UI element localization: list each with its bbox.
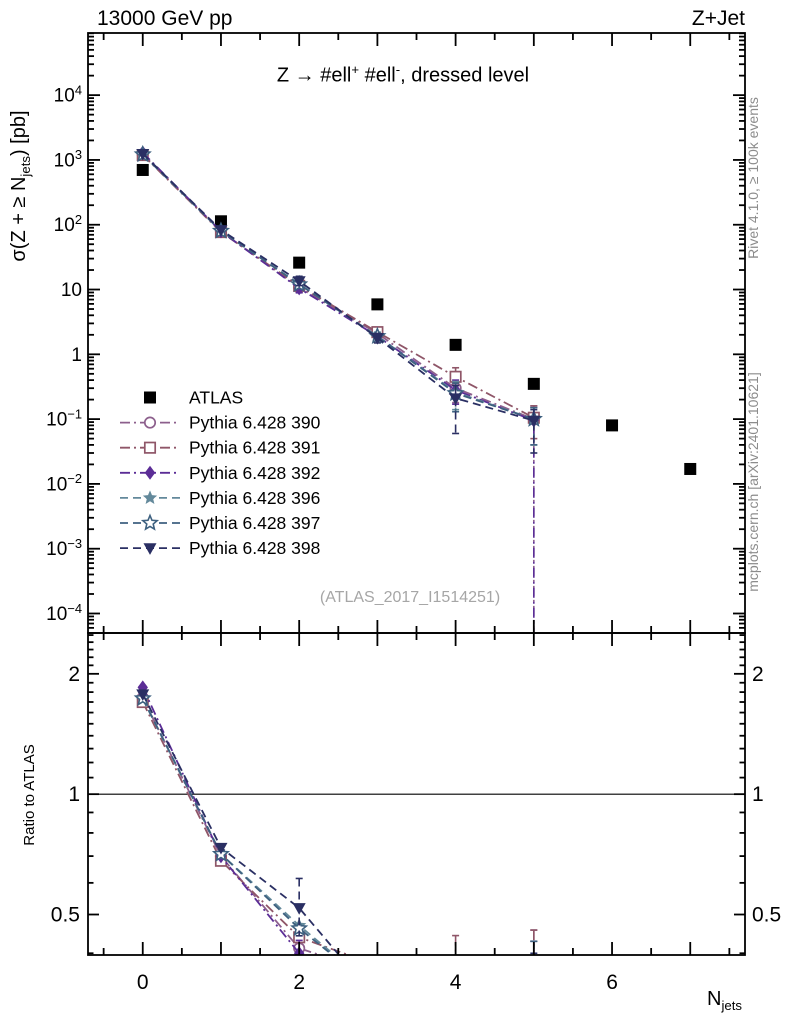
main-y-tick-label: 1 [71, 344, 82, 366]
main-frame [88, 33, 745, 633]
axis-ticks [88, 33, 745, 955]
marker-triangle-down-filled [144, 543, 157, 555]
x-tick-label: 4 [449, 971, 462, 994]
tick-labels [46, 82, 781, 994]
x-tick-label: 6 [606, 971, 618, 994]
series-line [143, 155, 534, 420]
plot-title: Z → #ell+ #ell-, dressed level [276, 62, 530, 87]
marker-square-open [145, 443, 155, 453]
series-line [143, 698, 534, 1024]
main-y-tick-label: $10^{-3}$ [46, 536, 82, 561]
legend-label: Pythia 6.428 391 [189, 437, 321, 458]
marker-diamond-filled [372, 984, 382, 998]
legend-label: Pythia 6.428 396 [189, 487, 321, 508]
main-y-tick-label: $10^{-1}$ [46, 406, 82, 431]
marker-circle-open [529, 1006, 539, 1016]
x-axis-label: $N_{jets}$ [707, 988, 742, 1013]
analysis-watermark: (ATLAS_2017_I1514251) [319, 589, 501, 606]
legend-item-pythia-6-428-398 [120, 538, 320, 558]
header-process: Z+Jet [691, 7, 745, 30]
series-pythia-6-428-396-ratio [136, 692, 541, 1024]
series-line [143, 155, 534, 418]
header-beam-energy: 13000 GeV pp [97, 7, 233, 30]
main-y-tick-label: $10^{-2}$ [46, 471, 82, 496]
marker-triangle-down-filled [371, 995, 384, 1007]
series-line [143, 694, 534, 1024]
legend-item-pythia-6-428-397 [120, 513, 320, 533]
side-note-rivet: Rivet 4.1.0, ≥ 100k events [745, 97, 761, 259]
series-line [143, 154, 534, 419]
marker-square-filled [684, 463, 696, 475]
marker-square-filled [293, 257, 305, 269]
marker-star-open [143, 516, 157, 530]
legend-item-pythia-6-428-390 [120, 413, 321, 433]
ratio-y-tick-label-right: 2 [752, 662, 764, 686]
marker-circle-open [145, 417, 155, 427]
ratio-panel-series [136, 680, 541, 1024]
series-pythia-6-428-398-ratio [136, 689, 540, 1024]
ratio-y-axis-label: Ratio to ATLAS [21, 744, 38, 846]
ratio-y-tick-label-right: 1 [752, 783, 764, 807]
series-line [143, 698, 534, 1024]
legend-item-pythia-6-428-392 [120, 463, 320, 483]
legend-label: Pythia 6.428 392 [189, 462, 321, 483]
main-y-tick-label: 10 [60, 280, 82, 302]
legend-item-pythia-6-428-396 [120, 488, 320, 508]
ratio-y-tick-label-left: 2 [68, 662, 80, 686]
marker-star-filled [370, 983, 384, 997]
ratio-y-tick-label-left: 0.5 [50, 903, 80, 927]
main-y-tick-label: $10^3$ [53, 147, 82, 172]
marker-square-filled [450, 339, 462, 351]
main-y-tick-label: $10^{-4}$ [46, 600, 82, 625]
marker-triangle-down-filled [527, 1016, 540, 1024]
marker-square-filled [528, 378, 540, 390]
series-pythia-6-428-392-ratio [138, 680, 539, 1024]
marker-star-filled [143, 490, 157, 504]
x-tick-label: 2 [293, 971, 306, 994]
ratio-y-tick-label-right: 0.5 [752, 903, 782, 927]
marker-star-filled [527, 1004, 541, 1018]
legend-item-pythia-6-428-391 [120, 438, 320, 458]
marker-square-open [529, 998, 539, 1008]
series-pythia-6-428-397-ratio [136, 691, 541, 1024]
legend-label: Pythia 6.428 397 [189, 513, 321, 533]
series-line [143, 155, 534, 420]
marker-diamond-filled [529, 1014, 539, 1024]
x-tick-label: 0 [136, 971, 149, 994]
marker-square-filled [371, 298, 383, 310]
series-line [143, 699, 534, 1024]
series-line [143, 154, 534, 421]
marker-square-open [372, 960, 382, 970]
marker-square-filled [137, 164, 149, 176]
main-y-tick-label: $10^2$ [53, 212, 82, 237]
series-line [143, 687, 534, 1024]
marker-star-open [370, 983, 384, 997]
frames [88, 33, 745, 955]
main-y-tick-label: $10^4$ [53, 82, 82, 107]
series-pythia-6-428-390-ratio [138, 693, 539, 1024]
main-y-axis-label: σ(Z + ≥ $N_{jets}$) [pb] [8, 110, 33, 262]
series-line [143, 153, 534, 421]
legend [120, 388, 321, 559]
legend-label: Pythia 6.428 398 [189, 538, 321, 559]
marker-square-filled [144, 392, 156, 404]
legend-label: Pythia 6.428 390 [189, 412, 321, 433]
marker-star-open [527, 1004, 541, 1018]
series-pythia-6-428-391-ratio [138, 697, 539, 1024]
legend-label: ATLAS [189, 387, 244, 408]
series-line [143, 702, 534, 1003]
legend-item-atlas [144, 388, 243, 408]
marker-circle-open [372, 968, 382, 978]
side-note-mcplots: mcplots.cern.ch [arXiv:2401.10621] [745, 372, 761, 592]
marker-square-filled [606, 419, 618, 431]
marker-diamond-filled [145, 466, 155, 480]
ratio-y-tick-label-left: 1 [68, 783, 80, 807]
